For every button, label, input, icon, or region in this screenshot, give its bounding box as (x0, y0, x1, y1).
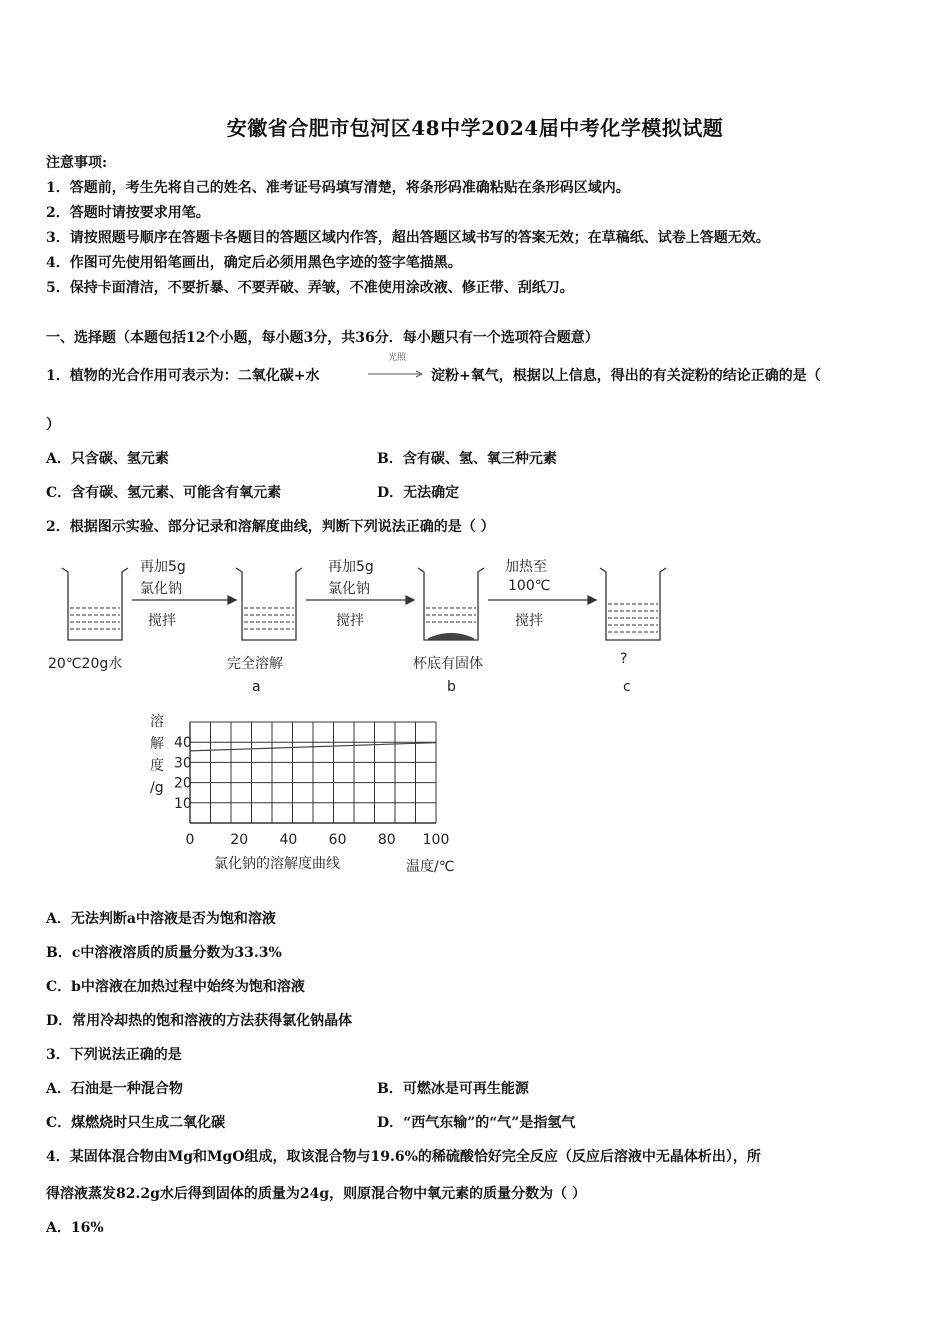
notice-item: 4．作图可先使用铅笔画出，确定后必须用黑色字迹的签字笔描黑。 (46, 255, 462, 271)
q1-option-a[interactable]: A．只含碳、氢元素 (46, 451, 169, 467)
chart-caption: 氯化钠的溶解度曲线 (214, 856, 340, 872)
y-tick-label: 10 (174, 795, 192, 812)
x-axis-label: 温度/℃ (406, 859, 455, 875)
beaker-c (600, 568, 666, 640)
beaker-label-a: 完全溶解 (227, 656, 283, 672)
letter-a: a (252, 679, 261, 695)
beaker-label-initial: 20℃20g水 (48, 656, 123, 672)
notice-heading: 注意事项: (46, 155, 108, 171)
q1-option-d[interactable]: D．无法确定 (377, 485, 460, 501)
step1-line2: 氯化钠 (140, 581, 182, 597)
y-tick-label: 20 (174, 775, 192, 792)
q3-stem: 3．下列说法正确的是 (46, 1047, 182, 1063)
q2-option-c[interactable]: C．b中溶液在加热过程中始终为饱和溶液 (46, 979, 305, 995)
x-tick-label: 0 (185, 832, 195, 848)
step3-line2: 100℃ (508, 578, 551, 594)
q1-option-b[interactable]: B．含有碳、氢、氧三种元素 (377, 451, 557, 467)
q1-stem-part3: ） (46, 417, 60, 433)
step2-line2: 氯化钠 (328, 581, 370, 597)
y-tick-label: 30 (174, 755, 192, 772)
notice-item: 2．答题时请按要求用笔。 (46, 205, 210, 221)
notice-item: 1．答题前，考生先将自己的姓名、准考证号码填写清楚，将条形码准确粘贴在条形码区域内。 (46, 180, 630, 196)
page-title: 安徽省合肥市包河区48中学2024届中考化学模拟试题 (226, 116, 724, 140)
step3-line1: 加热至 (505, 559, 547, 575)
arrow-condition-label: 光照 (387, 353, 406, 363)
notice-item: 3．请按照题号顺序在答题卡各题目的答题区域内作答，超出答题区域书写的答案无效；在草稿纸、试卷上答题无效。 (46, 230, 770, 246)
letter-b: b (447, 679, 456, 695)
q3-option-d[interactable]: D．“西气东输”的“气”是指氢气 (377, 1115, 576, 1131)
beaker-a (236, 568, 302, 640)
q1-stem-part1: 1．植物的光合作用可表示为：二氧化碳+水 (46, 368, 320, 384)
q4-stem-line1: 4．某固体混合物由Mg和MgO组成，取该混合物与19.6%的稀硫酸恰好完全反应（反应后溶液中无晶体析出），所 (46, 1149, 761, 1165)
x-tick-label: 40 (279, 832, 298, 848)
x-tick-label: 20 (230, 832, 249, 848)
x-tick-label: 100 (422, 832, 450, 848)
y-label-char: 溶 (150, 714, 164, 730)
x-tick-labels (186, 832, 450, 848)
q1-stem-part2: 淀粉+氧气，根据以上信息，得出的有关淀粉的结论正确的是（ (431, 368, 821, 384)
y-tick-label: 40 (174, 735, 192, 752)
reaction-arrow (368, 350, 426, 382)
arrow-icon (368, 370, 426, 378)
q3-option-a[interactable]: A．石油是一种混合物 (46, 1081, 183, 1097)
y-label-char: 解 (150, 736, 164, 752)
y-label-char: 度 (150, 758, 164, 774)
q3-option-b[interactable]: B．可燃冰是可再生能源 (377, 1081, 529, 1097)
q2-option-a[interactable]: A．无法判断a中溶液是否为饱和溶液 (46, 911, 276, 927)
y-label-char: /g (150, 780, 164, 796)
section-heading: 一、选择题（本题包括12个小题，每小题3分，共36分．每小题只有一个选项符合题意） (46, 330, 599, 346)
q2-stem: 2．根据图示实验、部分记录和溶解度曲线，判断下列说法正确的是（ ） (46, 519, 495, 535)
x-tick-label: 80 (377, 832, 396, 848)
step1-line3: 搅拌 (148, 613, 176, 629)
q3-option-c[interactable]: C．煤燃烧时只生成二氧化碳 (46, 1115, 226, 1131)
step2-line3: 搅拌 (336, 613, 364, 629)
step2-line1: 再加5g (328, 559, 374, 575)
beaker-b (418, 568, 484, 640)
y-tick-labels (174, 735, 192, 812)
beaker-label-c: ? (620, 651, 628, 667)
step3-line3: 搅拌 (515, 613, 543, 629)
q4-option-a[interactable]: A．16% (46, 1220, 104, 1236)
y-axis-label (150, 713, 164, 796)
notice-item: 5．保持卡面清洁，不要折暴、不要弄破、弄皱，不准使用涂改液、修正带、刮纸刀。 (46, 280, 574, 296)
letter-c: c (623, 679, 631, 695)
step1-line1: 再加5g (140, 559, 186, 575)
q1-option-c[interactable]: C．含有碳、氢元素、可能含有氧元素 (46, 485, 282, 501)
beaker-label-b: 杯底有固体 (413, 656, 483, 672)
chart-grid (190, 722, 436, 823)
x-tick-label: 60 (328, 832, 347, 848)
solubility-chart (140, 708, 480, 883)
q2-option-b[interactable]: B．c中溶液溶质的质量分数为33.3% (46, 945, 282, 961)
q4-stem-line2: 得溶液蒸发82.2g水后得到固体的质量为24g，则原混合物中氧元素的质量分数为（ ） (46, 1186, 587, 1202)
beaker-initial (62, 568, 128, 640)
q2-option-d[interactable]: D．常用冷却热的饱和溶液的方法获得氯化钠晶体 (46, 1013, 353, 1029)
